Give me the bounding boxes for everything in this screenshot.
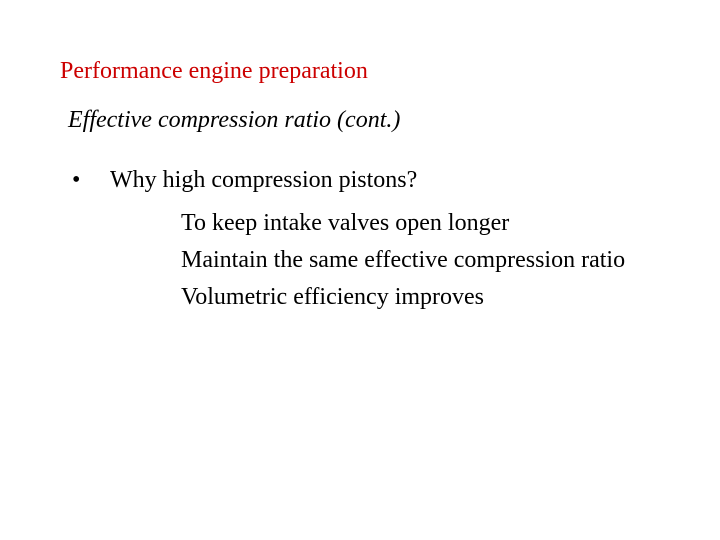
bullet-text: Why high compression pistons? xyxy=(110,167,418,193)
sub-item: Volumetric efficiency improves xyxy=(181,284,485,310)
sub-item: To keep intake valves open longer xyxy=(181,210,510,236)
bullet-marker: • xyxy=(72,167,81,193)
bullet-item xyxy=(72,165,417,195)
slide-subtitle: Effective compression ratio (cont.) xyxy=(68,107,401,133)
slide-title: Performance engine preparation xyxy=(60,58,368,84)
sub-item: Maintain the same effective compression ratio xyxy=(181,247,626,273)
sub-item-list xyxy=(181,205,625,316)
